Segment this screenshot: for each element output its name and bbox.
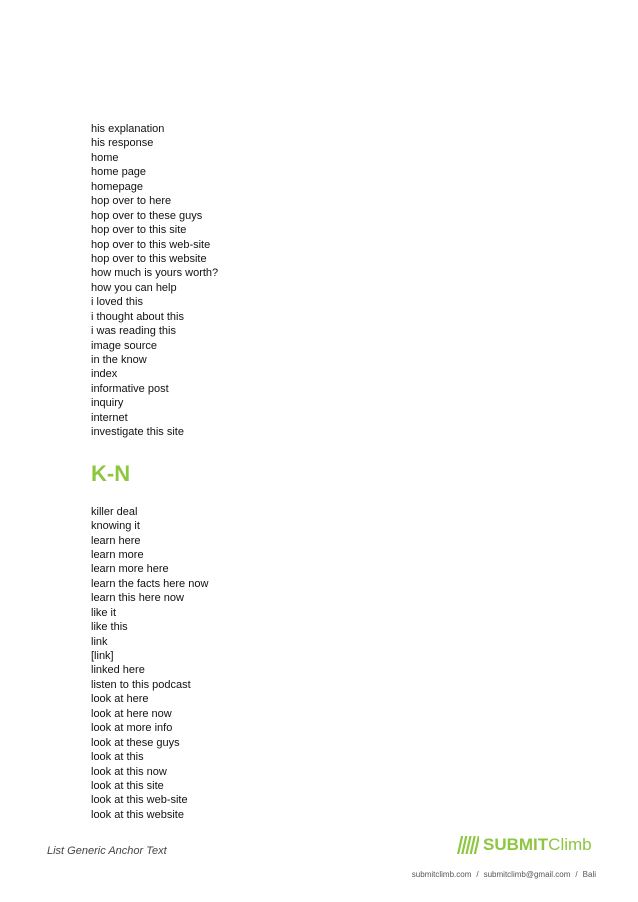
list-item: index — [91, 368, 118, 381]
submitclimb-logo-icon — [455, 835, 479, 855]
list-item: his explanation — [91, 123, 165, 135]
list-item: in the know — [91, 354, 147, 366]
list-item: look at these guys — [91, 736, 180, 749]
footer-separator: / — [476, 870, 479, 879]
list-item: i was reading this — [91, 325, 176, 338]
footer-website: submitclimb.com — [411, 870, 472, 879]
list-item: inquiry — [91, 397, 124, 410]
list-item: knowing it — [91, 520, 140, 533]
list-item: look at this website — [91, 808, 184, 821]
list-item: home — [91, 151, 119, 164]
brand-name-light: Climb — [548, 835, 592, 854]
anchor-text-list-k-n — [91, 505, 511, 823]
list-item: learn this here now — [91, 592, 184, 605]
list-item: look at here now — [91, 707, 172, 720]
section-heading: K-N — [91, 460, 131, 486]
list-item: linked here — [91, 664, 145, 677]
list-item: learn here — [91, 534, 141, 547]
list-item: investigate this site — [91, 426, 184, 439]
list-item: link — [91, 635, 108, 648]
list-item: look at more info — [91, 722, 173, 735]
list-item: how you can help — [91, 281, 177, 294]
list-item: look at this site — [91, 779, 164, 792]
brand-name — [483, 833, 592, 857]
list-item: his response — [91, 137, 154, 150]
list-item: i thought about this — [91, 310, 184, 323]
footer-separator: / — [575, 870, 578, 879]
brand-logo — [455, 833, 592, 857]
list-item: like this — [91, 621, 128, 634]
list-item: like it — [91, 606, 117, 619]
list-item: look at here — [91, 693, 149, 706]
brand-name-strong: SUBMIT — [483, 835, 549, 854]
list-item: hop over to this web-site — [91, 238, 211, 251]
list-item: listen to this podcast — [91, 678, 191, 691]
list-item: hop over to this site — [91, 224, 187, 237]
list-item: informative post — [91, 382, 169, 395]
document-body — [91, 122, 511, 822]
list-item: look at this web-site — [91, 794, 188, 807]
list-item: [link] — [91, 650, 114, 662]
list-item: internet — [91, 411, 128, 424]
list-item: homepage — [91, 180, 143, 193]
list-item: learn more — [91, 548, 144, 561]
list-item: look at this now — [91, 765, 167, 778]
footer-document-title: List Generic Anchor Text — [47, 845, 167, 857]
list-item: image source — [91, 339, 158, 352]
list-item: home page — [91, 166, 147, 179]
list-item: hop over to here — [91, 195, 172, 208]
footer-email: submitclimb@gmail.com — [483, 870, 571, 879]
list-item: i loved this — [91, 296, 143, 309]
footer-contact-line — [412, 870, 596, 879]
list-item: learn more here — [91, 563, 169, 576]
list-item: hop over to these guys — [91, 209, 203, 222]
list-item: learn the facts here now — [91, 577, 209, 590]
anchor-text-list-h-i — [91, 122, 511, 440]
list-item: killer deal — [91, 505, 138, 518]
footer-location: Bali — [582, 870, 596, 879]
list-item: hop over to this website — [91, 252, 207, 265]
list-item: look at this — [91, 751, 144, 764]
list-item: how much is yours worth? — [91, 267, 219, 280]
